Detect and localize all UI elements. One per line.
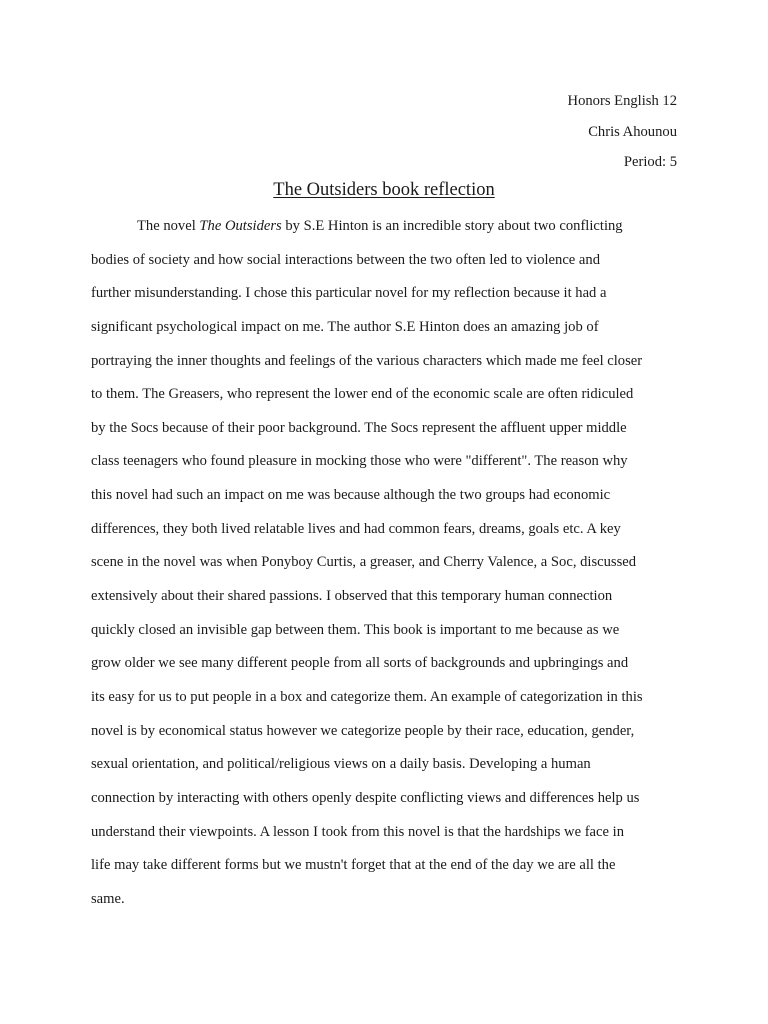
body-line: further misunderstanding. I chose this particular novel for my reflection because it had a: [91, 285, 607, 302]
body-line: connection by interacting with others openly despite conflicting views and differences help us: [91, 789, 640, 806]
body-line: sexual orientation, and political/religious views on a daily basis. Developing a human: [91, 756, 591, 773]
body-paragraph: [91, 210, 691, 916]
body-line: by the Socs because of their poor background. The Socs represent the affluent upper middle: [91, 419, 627, 436]
body-line: same.: [91, 890, 125, 907]
body-line: extensively about their shared passions. I observed that this temporary human connection: [91, 588, 613, 605]
body-line: portraying the inner thoughts and feelings of the various characters which made me feel closer: [91, 352, 643, 369]
book-title-italic: The Outsiders: [199, 218, 282, 234]
document-title: The Outsiders book reflection: [273, 180, 495, 200]
body-line: grow older we see many different people from all sorts of backgrounds and upbringings and: [91, 655, 629, 672]
header-block: [568, 86, 677, 178]
body-line: significant psychological impact on me. The author S.E Hinton does an amazing job of: [91, 318, 599, 335]
body-line: bodies of society and how social interactions between the two often led to violence and: [91, 251, 601, 268]
body-line: understand their viewpoints. A lesson I took from this novel is that the hardships we face in: [91, 823, 624, 840]
course-name: Honors English 12: [567, 93, 677, 109]
body-line: class teenagers who found pleasure in mocking those who were "different". The reason why: [91, 453, 628, 470]
body-line-1: [91, 210, 691, 244]
body-line: scene in the novel was when Ponyboy Curtis, a greaser, and Cherry Valence, a Soc, discussed: [91, 554, 637, 571]
author-name: Chris Ahounou: [588, 123, 677, 140]
body-line: to them. The Greasers, who represent the lower end of the economic scale are often ridiculed: [91, 386, 634, 403]
body-line: this novel had such an impact on me was because although the two groups had economic: [91, 487, 611, 504]
body-line: differences, they both lived relatable lives and had common fears, dreams, goals etc. A key: [91, 520, 621, 537]
first-line-before: The novel: [137, 218, 200, 234]
body-line: life may take different forms but we mustn't forget that at the end of the day we are all the: [91, 857, 616, 874]
first-line-after: by S.E Hinton is an incredible story about two conflicting: [281, 218, 623, 234]
body-line: quickly closed an invisible gap between them. This book is important to me because as we: [91, 621, 620, 638]
body-line: novel is by economical status however we categorize people by their race, education, gender,: [91, 722, 635, 739]
class-period: Period: 5: [623, 154, 677, 170]
body-line: its easy for us to put people in a box and categorize them. An example of categorization in this: [91, 688, 643, 705]
